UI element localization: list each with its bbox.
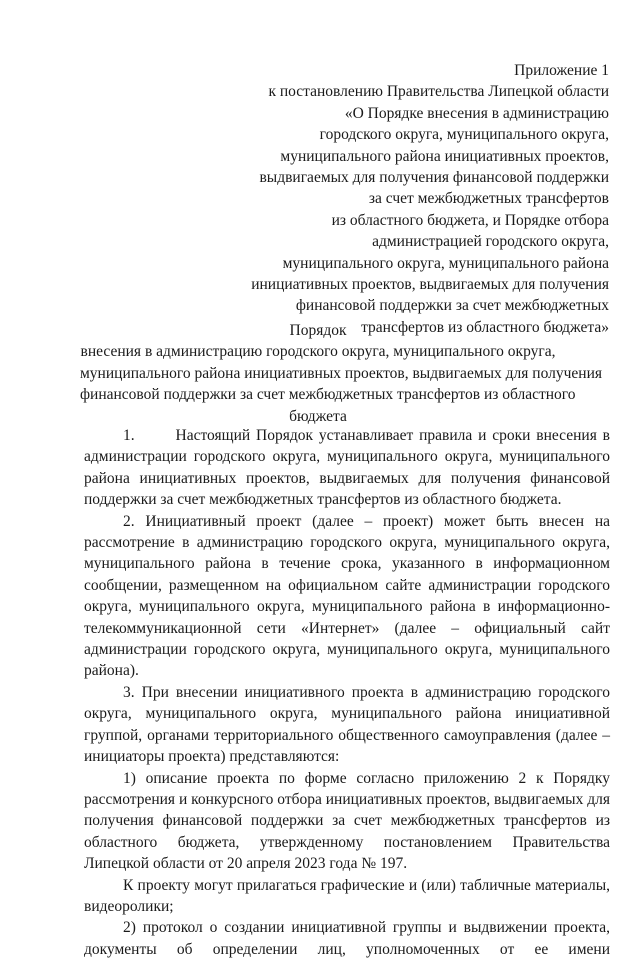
appendix-line: муниципального района инициативных проектов,	[280, 147, 609, 165]
appendix-line: трансфертов из областного бюджета»	[361, 318, 609, 336]
appendix-header	[189, 60, 609, 338]
appendix-line: «О Порядке внесения в администрацию	[344, 104, 609, 122]
appendix-line: за счет межбюджетных трансфертов	[368, 190, 609, 208]
appendix-line: инициативных проектов, выдвигаемых для получения	[251, 276, 609, 294]
title-line: муниципального района инициативных проектов, выдвигаемых для получения	[80, 364, 603, 382]
paragraph-5: К проекту могут прилагаться графические и (или) табличные материалы, видеоролики;	[84, 876, 610, 915]
appendix-line: Приложение 1	[514, 62, 609, 79]
paragraph-4: 1) описание проекта по форме согласно приложению 2 к Порядку рассмотрения и конкурсного отбора инициативных проектов, выдвигаемых для получения финансовой поддержки за счет межбюджетных трансфертов из областного бюджета, утвержденному постановлением Правительства Липецкой области от 20 апреля 2023 года № 197.	[84, 769, 610, 873]
document-title	[80, 320, 603, 427]
appendix-line: муниципального округа, муниципального района	[282, 254, 609, 272]
appendix-line: выдвигаемых для получения финансовой поддержки	[259, 169, 609, 187]
title-heading: Порядок	[289, 322, 347, 339]
appendix-line: финансовой поддержки за счет межбюджетных	[295, 297, 609, 315]
paragraph-6: 2) протокол о создании инициативной группы и выдвижении проекта, документы об определении лиц, уполномоченных от ее имени	[84, 919, 610, 958]
paragraph-3: 3. При внесении инициативного проекта в администрацию городского округа, муниципального округа, муниципального района инициативной группой, органами территориального общественного самоуправления (далее – инициаторы проекта) представляются:	[84, 683, 610, 766]
appendix-line: городского округа, муниципального округа,	[319, 126, 609, 144]
title-line: финансовой поддержки за счет межбюджетных трансфертов из областного	[80, 386, 576, 404]
paragraph-2: 2. Инициативный проект (далее – проект) может быть внесен на рассмотрение в администрацию городского округа, муниципального округа, муниципального района в течение срока, указанного в информационном сообщении, размещенном на официальном сайте администрации городского округа, муниципального округа, муниципального района в информационно-телекоммуникационной сети «Интернет» (далее – официальный сайт администрации городского округа, муниципального округа, муниципального района).	[84, 512, 610, 680]
appendix-line: из областного бюджета, и Порядке отбора	[331, 211, 609, 229]
title-line: бюджета	[289, 407, 347, 425]
title-line: внесения в администрацию городского округа, муниципального округа,	[80, 343, 556, 361]
appendix-line: к постановлению Правительства Липецкой области	[268, 83, 609, 101]
document-body	[84, 425, 610, 960]
appendix-line: администрацией городского округа,	[372, 233, 609, 251]
paragraph-1: 1. Настоящий Порядок устанавливает правила и сроки внесения в администрации городского округа, муниципального округа, муниципального района инициативных проектов, выдвигаемых для получения финансовой поддержки за счет межбюджетных трансфертов из областного бюджета.	[84, 427, 610, 509]
